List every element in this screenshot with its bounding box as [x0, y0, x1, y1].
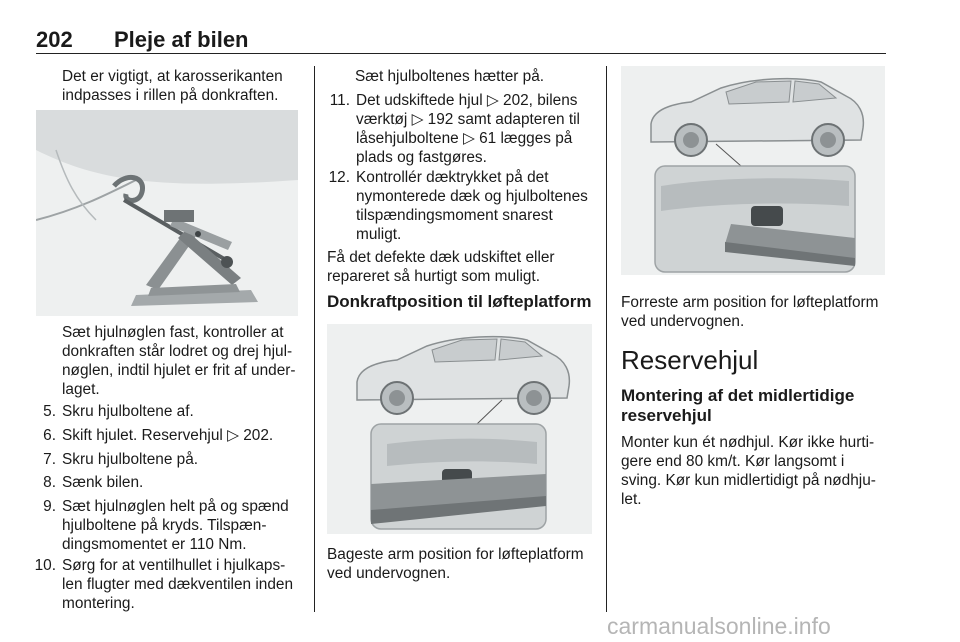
front-caption-line-2: ved undervognen.: [621, 313, 745, 330]
subheading-line-1: Montering af det midlertidige: [621, 386, 855, 405]
col1-step-text-line-1: Sæt hjulnøglen fast, kontroller at: [62, 324, 284, 341]
col1-step-text-line-2: donkraften står lodret og drej hjul-: [62, 343, 293, 360]
front-caption-line-1: Forreste arm position for løfteplatform: [621, 294, 879, 311]
front-lift-point-illustration: [621, 66, 885, 275]
list-item-number: 6.: [43, 427, 56, 444]
list-item-text: Sæt hjulnøglen helt på og spænd: [62, 498, 289, 515]
col2-intro-line: Sæt hjulboltenes hætter på.: [355, 68, 545, 85]
list-item-text: Sørg for at ventilhullet i hjulkaps-: [62, 557, 286, 574]
list-item-number: 7.: [43, 451, 56, 468]
list-item-text: Kontrollér dæktrykket på det: [356, 169, 549, 186]
list-item-text: plads og fastgøres.: [356, 149, 487, 166]
col1-intro-line-1: Det er vigtigt, at karosserikanten: [62, 68, 283, 85]
list-item-text: montering.: [62, 595, 135, 612]
list-item-number: 9.: [43, 498, 56, 515]
list-item-text: Skift hjulet. Reservehjul ▷ 202.: [62, 427, 274, 444]
list-item-number: 11.: [329, 92, 350, 109]
list-item-text: Sænk bilen.: [62, 474, 144, 491]
column-divider-2: [606, 66, 607, 612]
rear-caption-line-1: Bageste arm position for løfteplatform: [327, 546, 584, 563]
list-item-text: nymonterede dæk og hjulboltenes: [356, 188, 588, 205]
rear-caption-line-2: ved undervognen.: [327, 565, 451, 582]
list-item-number: 8.: [43, 474, 56, 491]
list-item-text: Skru hjulboltene på.: [62, 451, 199, 468]
col3-body-line-2: gere end 80 km/t. Kør langsomt i: [621, 453, 845, 470]
col3-body-line-3: sving. Kør kun midlertidigt på nødhju-: [621, 472, 876, 489]
header-rule: [36, 53, 886, 54]
col3-body-line-1: Monter kun ét nødhjul. Kør ikke hurti-: [621, 434, 875, 451]
col2-note-line-2: repareret så hurtigt som muligt.: [327, 268, 540, 285]
col2-note-line-1: Få det defekte dæk udskiftet eller: [327, 249, 555, 266]
list-item-text: Det udskiftede hjul ▷ 202, bilens: [356, 92, 578, 109]
list-item-number: 12.: [328, 169, 350, 186]
list-item-text: hjulboltene på kryds. Tilspæn-: [62, 517, 267, 534]
list-item-text: værktøj ▷ 192 samt adapteren til: [356, 111, 580, 128]
list-item-text: Skru hjulboltene af.: [62, 403, 194, 420]
jack-illustration: [36, 110, 298, 316]
heading-reservehjul: Reservehjul: [621, 345, 759, 375]
col1-step-text-line-3: nøglen, indtil hjulet er frit af under-: [62, 362, 296, 379]
page-number: 202: [36, 27, 73, 52]
page-title: Pleje af bilen: [114, 27, 249, 52]
list-item-text: låsehjulboltene ▷ 61 lægges på: [356, 130, 573, 147]
subheading-line-2: reservehjul: [621, 406, 712, 425]
rear-lift-point-illustration: [327, 324, 592, 534]
col1-intro-line-2: indpasses i rillen på donkraften.: [62, 87, 279, 104]
col1-step-text-line-4: laget.: [62, 381, 100, 398]
list-item-text: len flugter med dækventilen inden: [62, 576, 294, 593]
watermark: carmanualsonline.info: [607, 613, 831, 639]
list-item-number: 10.: [34, 557, 56, 574]
column-divider-1: [314, 66, 315, 612]
col3-body-line-4: let.: [621, 491, 642, 508]
list-item-number: 5.: [43, 403, 56, 420]
section-heading-jack-position: Donkraftposition til løfteplatform: [327, 292, 592, 311]
list-item-text: dingsmomentet er 110 Nm.: [62, 536, 247, 553]
list-item-text: muligt.: [356, 226, 402, 243]
list-item-text: tilspændingsmoment snarest: [356, 207, 553, 224]
